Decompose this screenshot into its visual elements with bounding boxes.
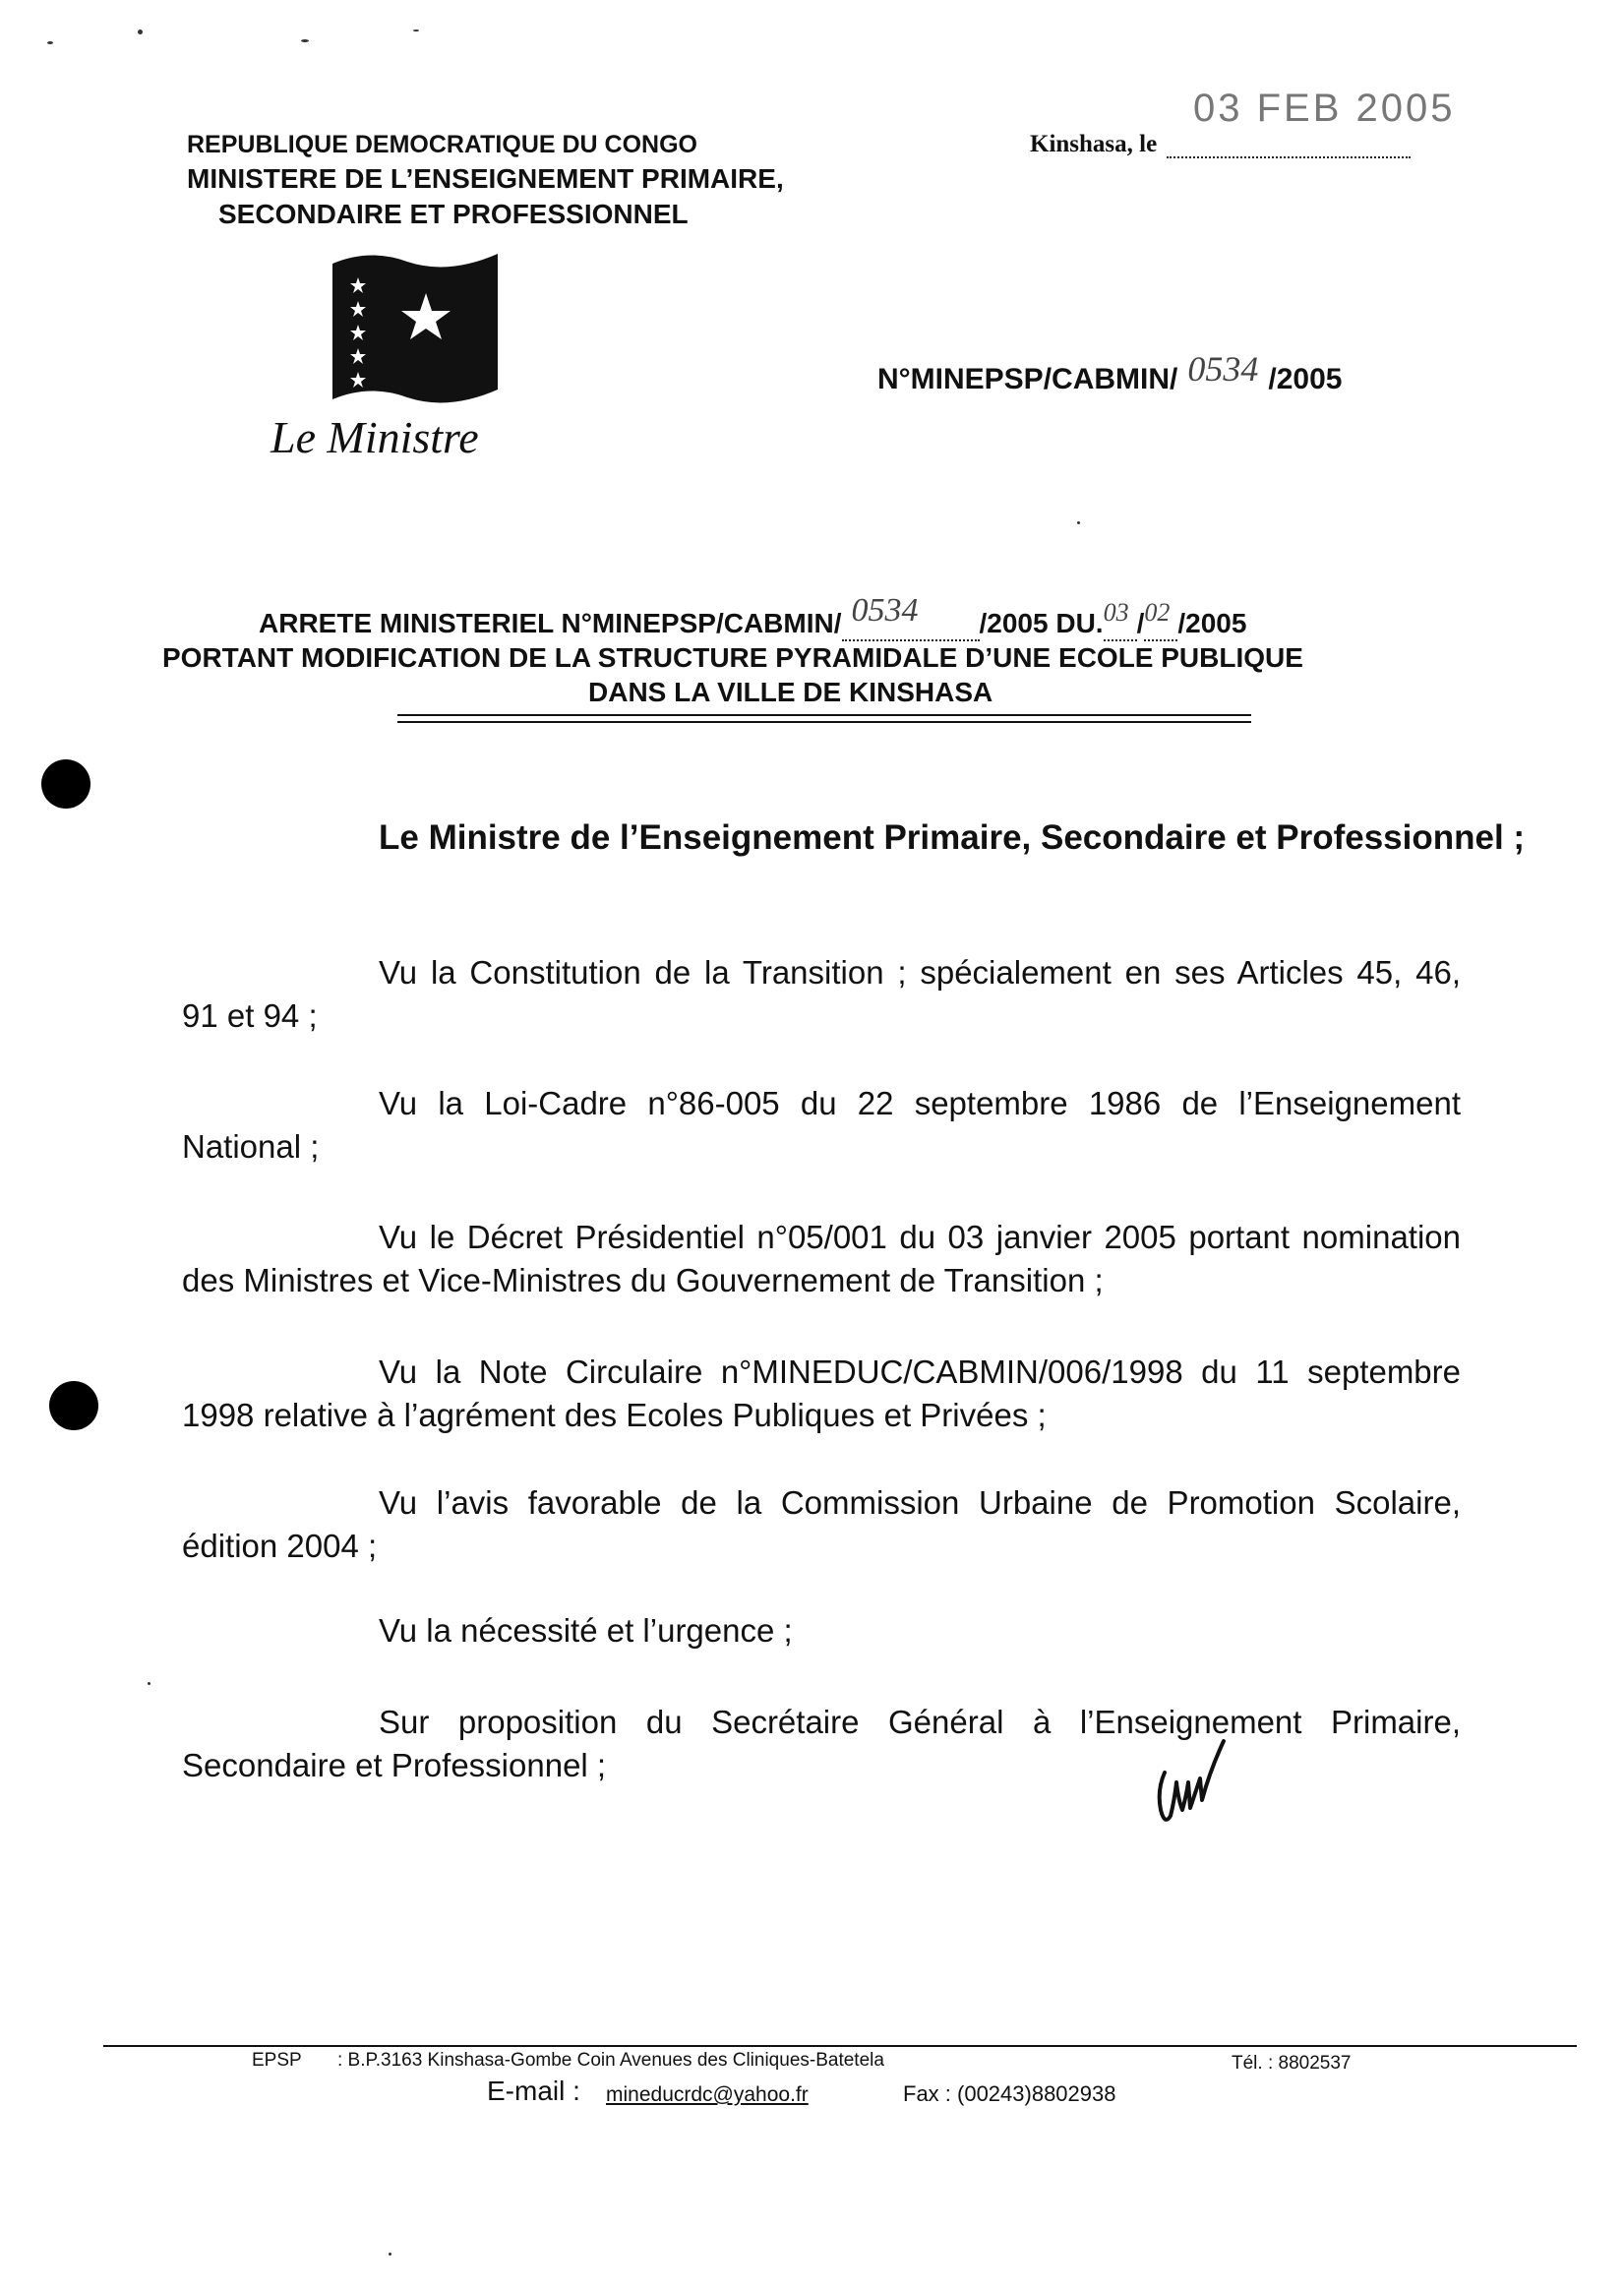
footer-rule: [103, 2045, 1577, 2047]
flag-emblem-icon: [331, 242, 503, 414]
ref-prefix: N°MINEPSP/CABMIN/: [877, 363, 1178, 395]
footer-fax: Fax : (00243)8802938: [903, 2081, 1116, 2106]
footer-epsp-label: EPSP: [252, 2050, 302, 2071]
ministry-line-2: SECONDAIRE ET PROFESSIONNEL: [218, 199, 689, 229]
ministry-line-1: MINISTERE DE L’ENSEIGNEMENT PRIMAIRE,: [187, 163, 784, 194]
place-date-line: [1030, 131, 1411, 158]
ref-handwritten: 0534: [1187, 349, 1259, 389]
paragraph-note-circulaire: Vu la Note Circulaire n°MINEDUC/CABMIN/006/1998 du 11 septembre 1998 relative à l’agrément des Ecoles Publiques et Privées ;: [182, 1354, 1461, 1433]
reference-number: [877, 349, 1343, 397]
decree-title-line-1: ARRETE MINISTERIEL N°MINEPSP/CABMIN/ 0534 /2005 DU. 03 / 02 /2005: [259, 608, 1246, 641]
title-double-underline: [397, 714, 1251, 723]
decree-number-handwritten: 0534: [851, 592, 919, 629]
scan-speck: [301, 39, 309, 42]
decree-title-line-3: DANS LA VILLE DE KINSHASA: [588, 677, 993, 707]
scan-speck: [413, 30, 419, 31]
decree-day-handwritten: 03: [1103, 598, 1129, 627]
footer-email[interactable]: mineducrdc@yahoo.fr: [606, 2083, 809, 2106]
paragraph-constitution: Vu la Constitution de la Transition ; spécialement en ses Articles 45, 46, 91 et 94 ;: [182, 954, 1461, 1034]
scan-speck: [1077, 521, 1080, 524]
scan-speck: [138, 30, 143, 34]
paragraph-avis: Vu l’avis favorable de la Commission Urbaine de Promotion Scolaire, édition 2004 ;: [182, 1484, 1461, 1564]
decree-month-handwritten: 02: [1144, 598, 1171, 627]
footer-email-label: E-mail :: [487, 2076, 580, 2106]
ref-year: /2005: [1268, 363, 1343, 395]
scan-speck: [389, 2253, 391, 2256]
footer-address: : B.P.3163 Kinshasa-Gombe Coin Avenues des Cliniques-Batetela: [337, 2050, 884, 2071]
paragraph-loi-cadre: Vu la Loi-Cadre n°86-005 du 22 septembre 1986 de l’Enseignement National ;: [182, 1085, 1461, 1165]
decree-title-line-2: PORTANT MODIFICATION DE LA STRUCTURE PYRAMIDALE D’UNE ECOLE PUBLIQUE: [162, 642, 1303, 673]
paragraph-necessite: Vu la nécessité et l’urgence ;: [379, 1612, 793, 1649]
minister-heading: Le Ministre de l’Enseignement Primaire, Secondaire et Professionnel ;: [379, 818, 1526, 857]
date-stamp: 03 FEB 2005: [1193, 87, 1456, 130]
footer-tel: Tél. : 8802537: [1232, 2053, 1352, 2074]
country-name: REPUBLIQUE DEMOCRATIQUE DU CONGO: [187, 131, 697, 158]
minister-caption: Le Ministre: [271, 412, 479, 462]
paragraph-proposition: Sur proposition du Secrétaire Général à l’Enseignement Primaire, Secondaire et Professionnel ;: [182, 1704, 1461, 1783]
scan-speck: [47, 41, 53, 44]
paragraph-decret: Vu le Décret Présidentiel n°05/001 du 03 janvier 2005 portant nomination des Ministres et Vice-Ministres du Gouvernement de Transition ;: [182, 1219, 1461, 1298]
initials-signature-icon: [1151, 1731, 1230, 1844]
scan-speck: [148, 1682, 150, 1685]
place-label: Kinshasa, le: [1030, 131, 1158, 157]
punch-hole-top: [41, 759, 90, 809]
punch-hole-bottom: [49, 1381, 98, 1430]
date-dotted-line: [1167, 135, 1411, 158]
